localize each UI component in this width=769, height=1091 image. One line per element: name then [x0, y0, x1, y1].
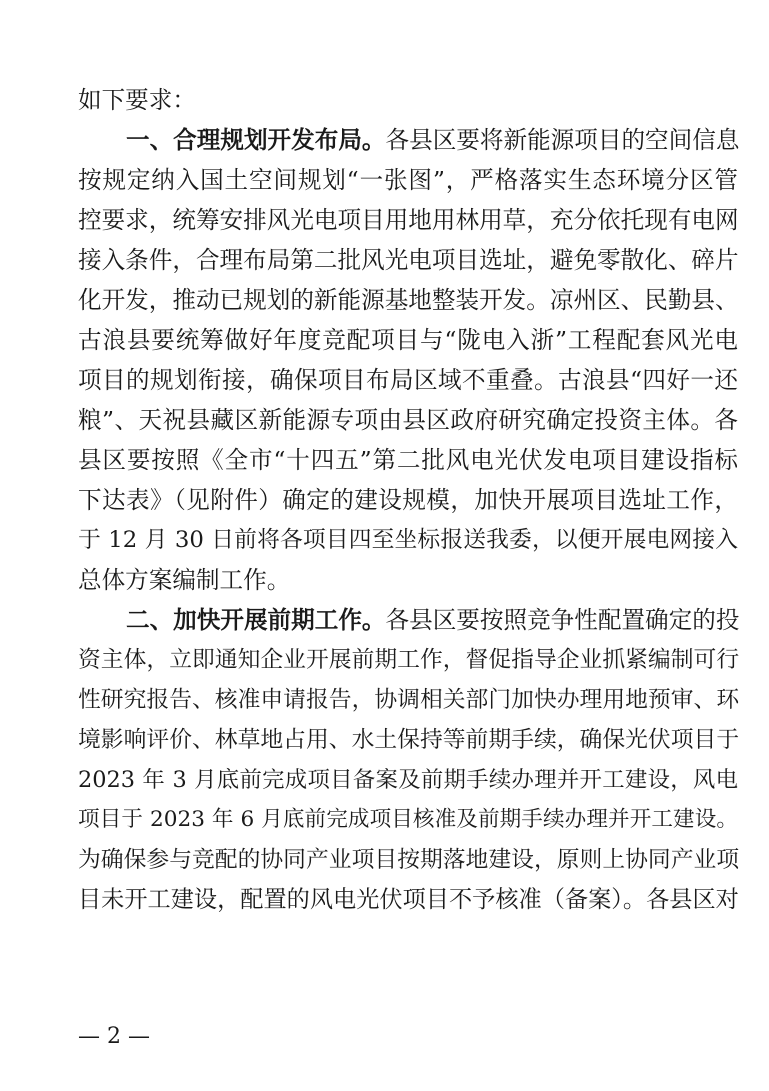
section1-line: 按规定纳入国土空间规划“一张图”，严格落实生态环境分区管	[78, 166, 738, 194]
section1-line: 控要求，统筹安排风光电项目用地用林用草，充分依托现有电网	[78, 206, 739, 234]
section1-first-line	[126, 122, 738, 158]
section1-line: 粮”、天祝县藏区新能源专项由县区政府研究确定投资主体。各	[78, 406, 738, 434]
section1-line: 项目的规划衔接，确保项目布局区域不重叠。古浪县“四好一还	[78, 366, 738, 394]
section1-line: 于 12 月 30 日前将各项目四至坐标报送我委，以便开展电网接入	[78, 527, 738, 553]
section1-line: 下达表》（见附件）确定的建设规模，加快开展项目选址工作，	[78, 486, 738, 514]
section2-line: 目未开工建设，配置的风电光伏项目不予核准（备案）。各县区对	[78, 886, 739, 913]
section2-line: 资主体，立即通知企业开展前期工作，督促指导企业抓紧编制可行	[78, 647, 740, 673]
section2-line: 为确保参与竞配的协同产业项目按期落地建设，原则上协同产业项	[78, 847, 740, 873]
page-number: — 2 —	[78, 1024, 150, 1049]
section2-line: 项目于 2023 年 6 月底前完成项目核准及前期手续办理并开工建设。	[78, 807, 738, 832]
intro-line: 如下要求：	[78, 86, 196, 114]
section1-line: 化开发，推动已规划的新能源基地整装开发。凉州区、民勤县、	[78, 286, 739, 314]
section2-line: 境影响评价、林草地占用、水土保持等前期手续，确保光伏项目于	[78, 727, 740, 753]
section1-line: 古浪县要统筹做好年度竞配项目与“陇电入浙”工程配套风光电	[78, 326, 738, 354]
section2-heading: 二、加快开展前期工作。	[126, 606, 386, 634]
section1-first-line-text: 各县区要将新能源项目的空间信息	[385, 126, 740, 154]
section2-first-line-text: 各县区要按照竞争性配置确定的投	[385, 606, 740, 634]
section1-heading: 一、合理规划开发布局。	[126, 126, 386, 154]
section1-line: 总体方案编制工作。	[78, 566, 291, 594]
section2-first-line	[126, 602, 738, 638]
section2-line: 2023 年 3 月底前完成项目备案及前期手续办理并开工建设，风电	[78, 767, 738, 793]
section1-line: 县区要按照《全市“十四五”第二批风电光伏发电项目建设指标	[78, 446, 738, 474]
section2-line: 性研究报告、核准申请报告，协调相关部门加快办理用地预审、环	[78, 687, 740, 713]
section1-line: 接入条件，合理布局第二批风光电项目选址，避免零散化、碎片	[78, 246, 739, 274]
